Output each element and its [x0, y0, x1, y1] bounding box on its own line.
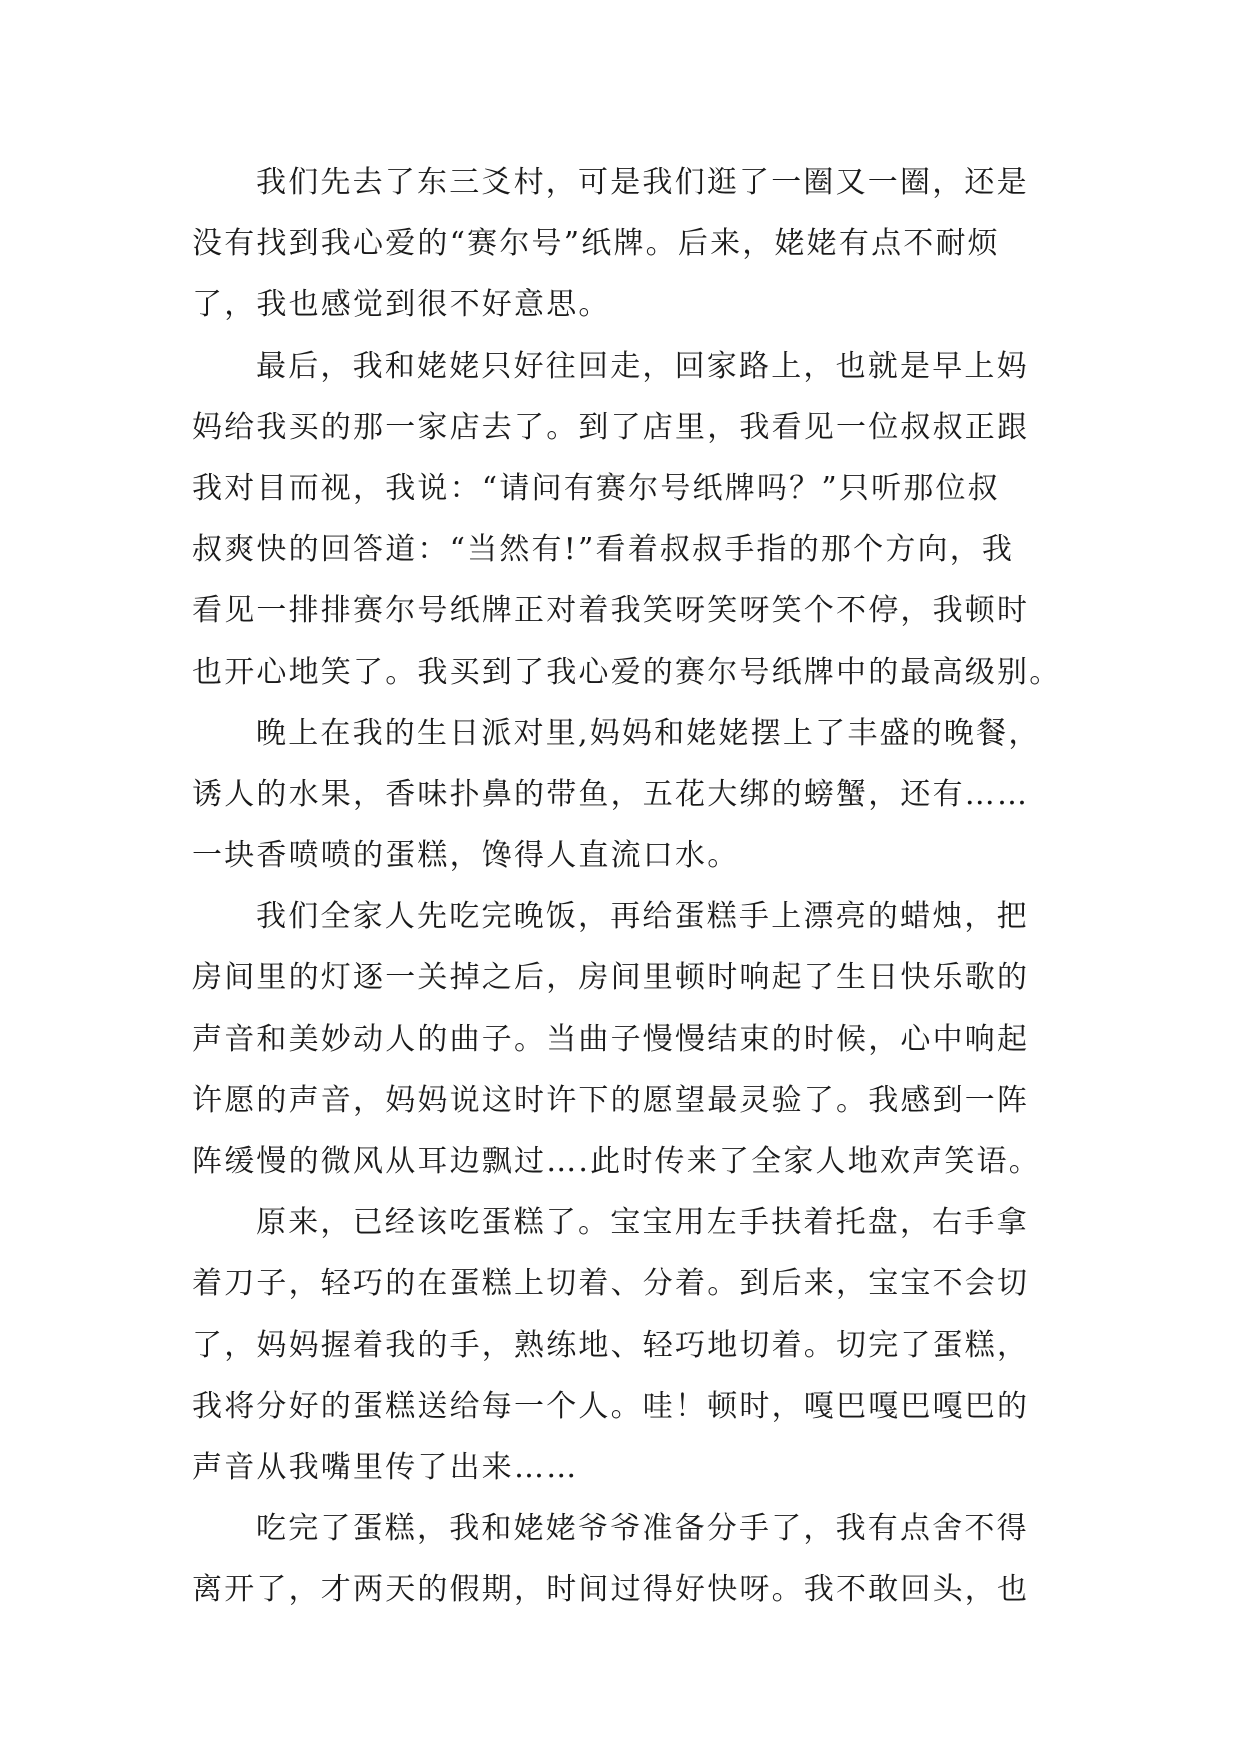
paragraph-first-line: 我们先去了东三爻村，可是我们逛了一圈又一圈，还是	[256, 165, 1029, 200]
text-line: 了，我也感觉到很不好意思。	[192, 287, 611, 323]
text-line: 也开心地笑了。我买到了我心爱的赛尔号纸牌中的最高级别。	[192, 654, 1062, 690]
paragraph-first-line: 我们全家人先吃完晚饭，再给蛋糕手上漂亮的蜡烛，把	[256, 899, 1029, 935]
text-line: 没有找到我心爱的“赛尔号”纸牌。后来，姥姥有点不耐烦	[192, 226, 1000, 262]
paragraph-first-line: 吃完了蛋糕，我和姥姥爷爷准备分手了，我有点舍不得	[256, 1511, 1029, 1547]
body-text	[192, 152, 1072, 1621]
paragraph-first-line: 最后，我和姥姥只好往回走，回家路上，也就是早上妈	[256, 348, 1029, 384]
text-line: 我将分好的蛋糕送给每一个人。哇！顿时，嘎巴嘎巴嘎巴的	[192, 1388, 1030, 1424]
text-line: 房间里的灯逐一关掉之后，房间里顿时响起了生日快乐歌的	[192, 960, 1030, 996]
text-line: 诱人的水果，香味扑鼻的带鱼，五花大绑的螃蟹，还有……	[192, 776, 1030, 812]
text-line: 许愿的声音，妈妈说这时许下的愿望最灵验了。我感到一阵	[192, 1082, 1030, 1118]
text-line: 声音和美妙动人的曲子。当曲子慢慢结束的时候，心中响起	[192, 1021, 1030, 1057]
text-line: 着刀子，轻巧的在蛋糕上切着、分着。到后来，宝宝不会切	[192, 1266, 1030, 1302]
text-line: 声音从我嘴里传了出来……	[192, 1449, 579, 1485]
text-line: 看见一排排赛尔号纸牌正对着我笑呀笑呀笑个不停，我顿时	[192, 593, 1030, 629]
text-line: 了，妈妈握着我的手，熟练地、轻巧地切着。切完了蛋糕，	[192, 1327, 1030, 1363]
text-line: 离开了，才两天的假期，时间过得好快呀。我不敢回头，也	[192, 1572, 1030, 1608]
paragraph-first-line: 晚上在我的生日派对里,妈妈和姥姥摆上了丰盛的晚餐，	[256, 715, 1041, 751]
text-line: 我对目而视，我说：“请问有赛尔号纸牌吗？”只听那位叔	[192, 470, 1000, 506]
text-line: 叔爽快的回答道：“当然有!”看着叔叔手指的那个方向，我	[192, 532, 1015, 568]
text-line: 一块香喷喷的蛋糕，馋得人直流口水。	[192, 838, 740, 874]
text-line: 妈给我买的那一家店去了。到了店里，我看见一位叔叔正跟	[192, 409, 1030, 445]
text-line: 阵缓慢的微风从耳边飘过….此时传来了全家人地欢声笑语。	[192, 1144, 1041, 1179]
paragraph-first-line: 原来，已经该吃蛋糕了。宝宝用左手扶着托盘，右手拿	[256, 1205, 1029, 1241]
